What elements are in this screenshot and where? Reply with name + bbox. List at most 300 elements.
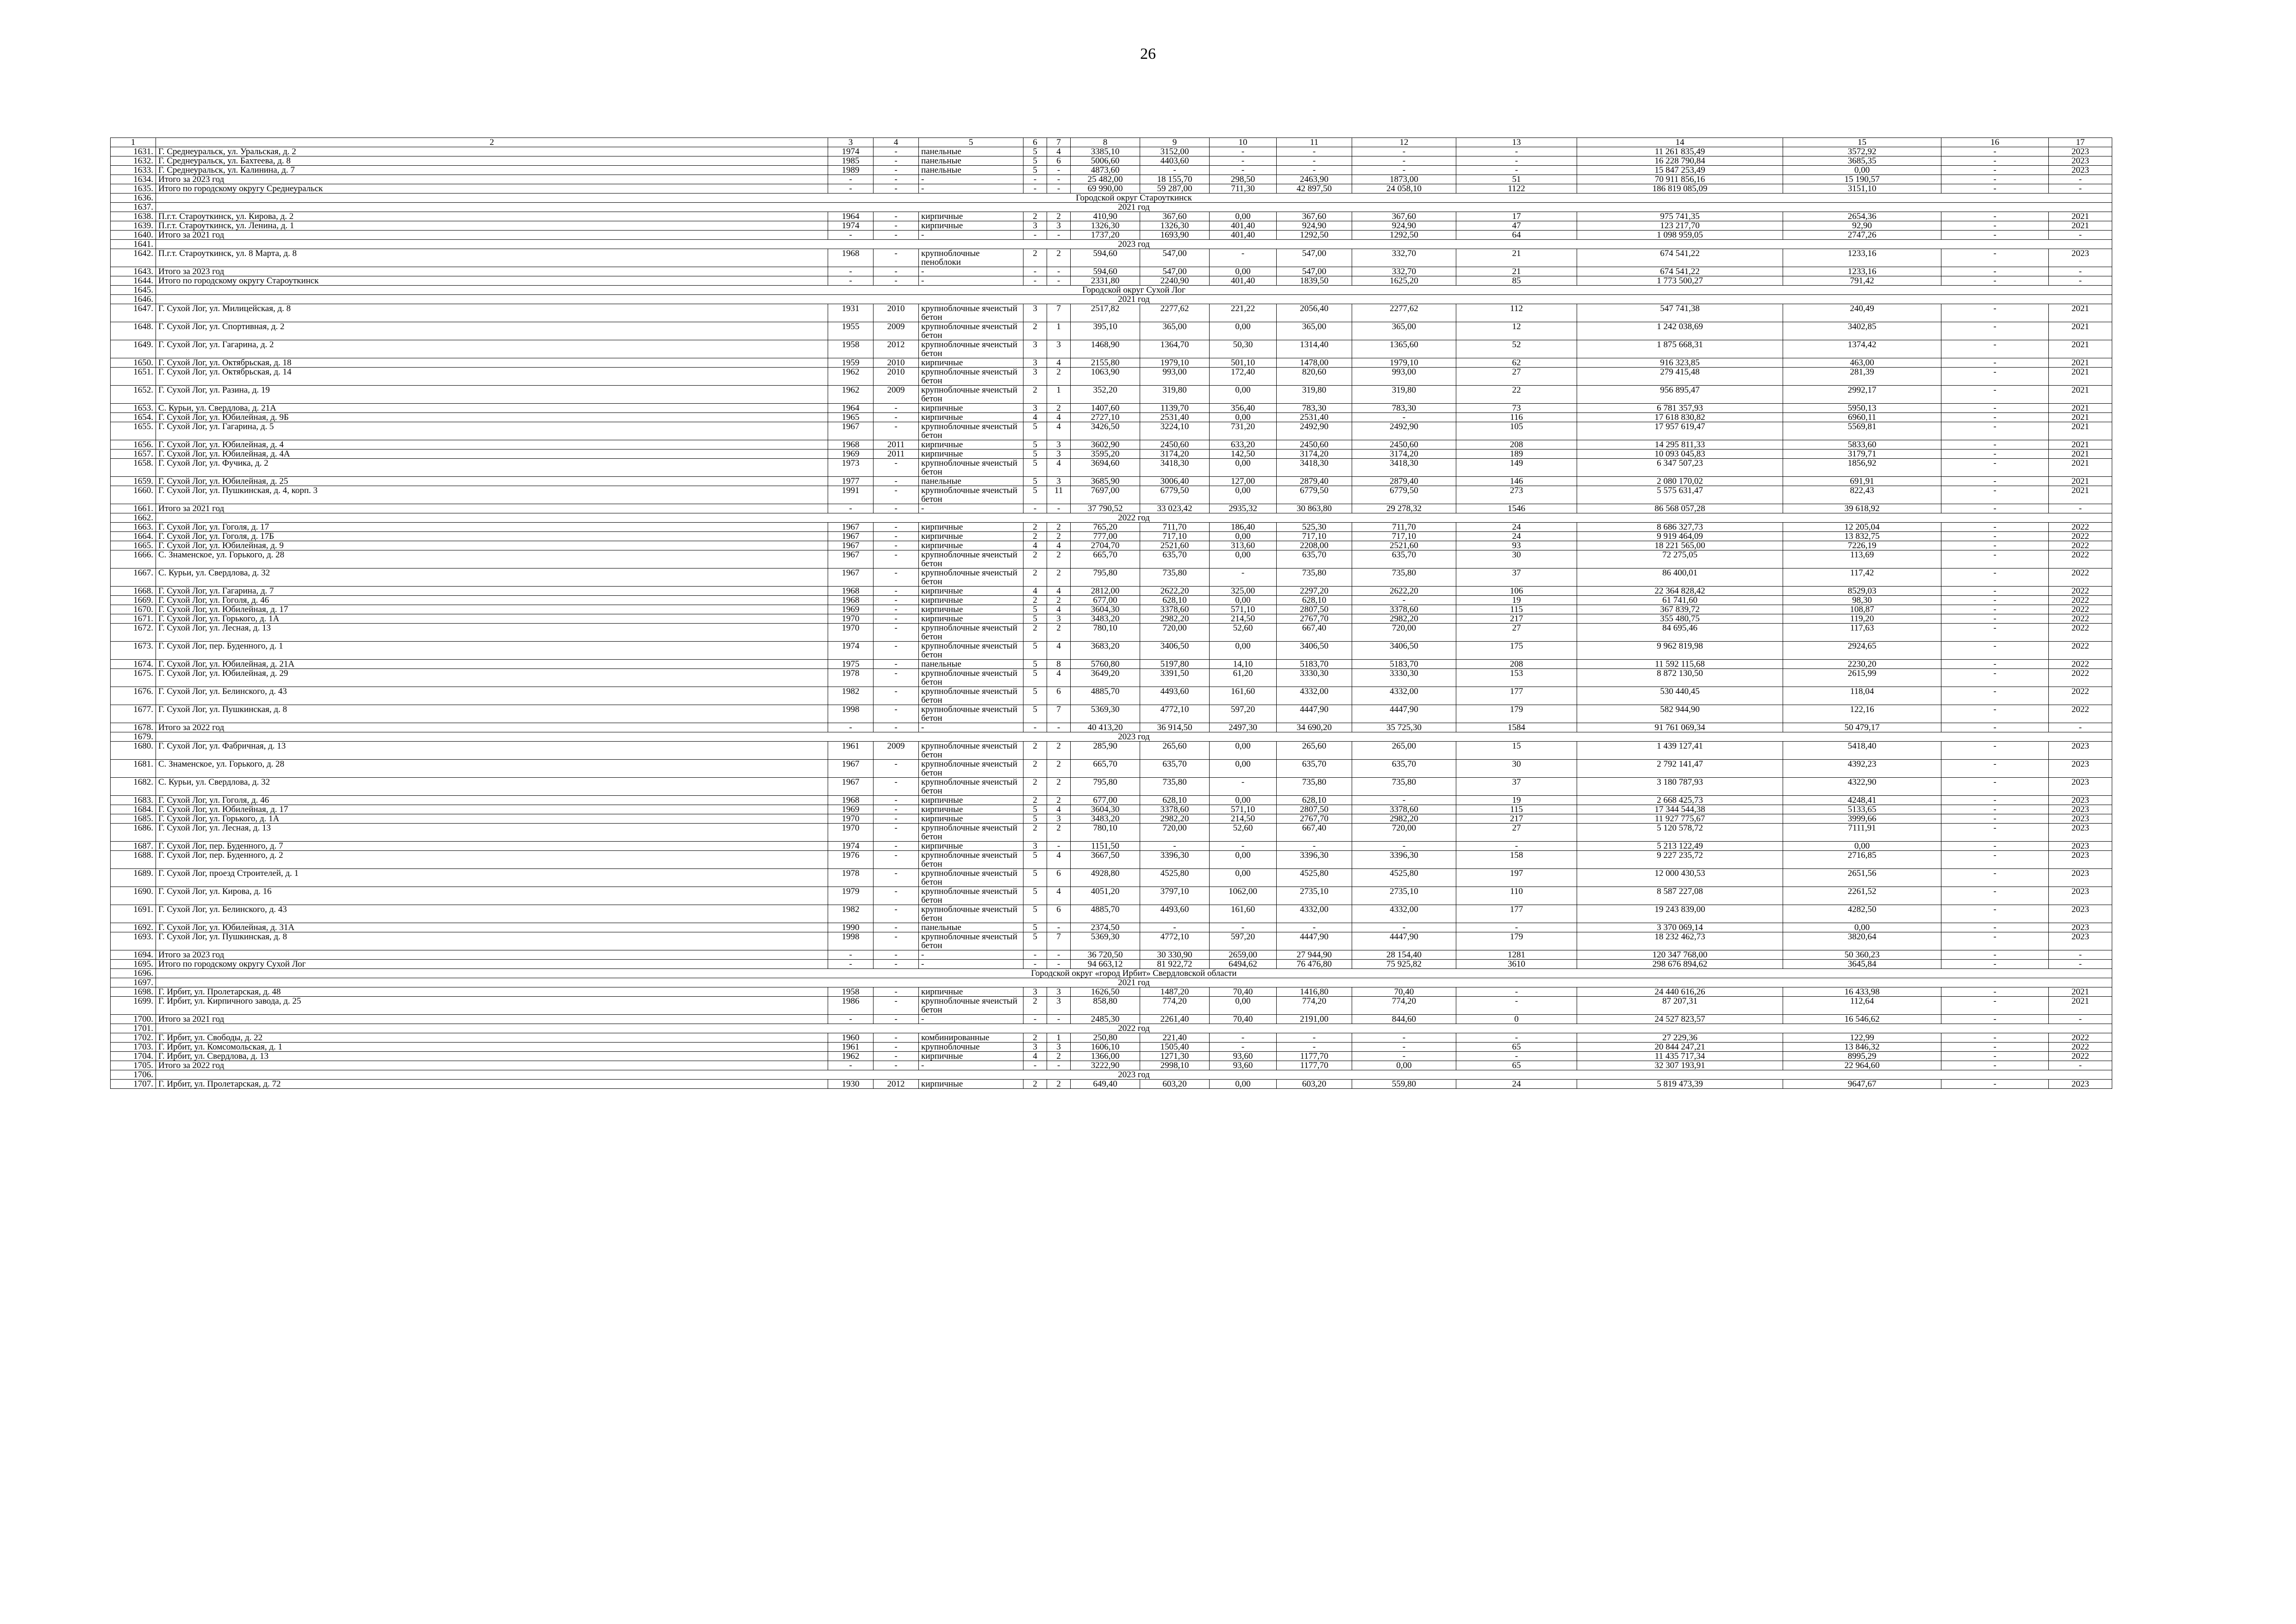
table-cell: 7226,19 (1783, 541, 1941, 550)
address-cell: Г. Сухой Лог, ул. Спортивная, д. 2 (156, 322, 828, 340)
table-cell: 24 (1456, 523, 1577, 532)
table-cell: - (1941, 760, 2049, 778)
table-cell: 6779,50 (1277, 486, 1352, 504)
table-cell: 13 832,75 (1783, 532, 1941, 541)
row-number-cell: 1645. (111, 286, 156, 295)
table-cell: - (1941, 887, 2049, 905)
table-cell: - (1352, 596, 1456, 605)
table-cell: 105 (1456, 422, 1577, 440)
table-cell: 2022 (2049, 624, 2112, 642)
table-cell: - (2049, 1015, 2112, 1024)
table-cell: 332,70 (1352, 249, 1456, 267)
table-cell: 1233,16 (1783, 249, 1941, 267)
row-number-cell: 1690. (111, 887, 156, 905)
table-cell: 2056,40 (1277, 304, 1352, 322)
table-cell: 3667,50 (1071, 851, 1140, 869)
address-cell: Г. Сухой Лог, пер. Буденного, д. 7 (156, 842, 828, 851)
table-cell: - (873, 851, 919, 869)
table-cell: 7 (1047, 705, 1071, 723)
table-cell: 1967 (828, 532, 873, 541)
table-cell: 2807,50 (1277, 605, 1352, 614)
table-cell: 24 440 616,26 (1577, 987, 1783, 997)
table-cell: 2021 (2049, 486, 2112, 504)
row-number-cell: 1702. (111, 1033, 156, 1043)
table-cell: 1606,10 (1071, 1043, 1140, 1052)
table-cell: 16 546,62 (1783, 1015, 1941, 1024)
table-cell: 4 (1047, 887, 1071, 905)
row-number-cell: 1632. (111, 156, 156, 166)
table-cell: 5 (1023, 669, 1047, 687)
table-row (111, 523, 2112, 532)
table-cell: 161,60 (1210, 687, 1277, 705)
column-number-cell: 5 (919, 138, 1023, 147)
table-cell: 501,10 (1210, 358, 1277, 368)
table-cell: 3694,60 (1071, 459, 1140, 477)
address-cell: Итого за 2022 год (156, 723, 828, 732)
table-cell: 795,80 (1071, 778, 1140, 796)
table-cell: крупноблочные ячеистый бетон (919, 687, 1023, 705)
table-cell: 635,70 (1140, 760, 1210, 778)
table-cell: 4332,00 (1352, 687, 1456, 705)
table-cell: - (1352, 796, 1456, 805)
table-cell: - (1210, 842, 1277, 851)
table-cell: 4525,80 (1277, 869, 1352, 887)
row-number-cell: 1650. (111, 358, 156, 368)
table-cell: 11 927 775,67 (1577, 814, 1783, 824)
table-cell: - (873, 932, 919, 950)
address-cell: Г. Сухой Лог, ул. Фучика, д. 2 (156, 459, 828, 477)
table-cell: - (873, 760, 919, 778)
table-cell: 2022 (2049, 532, 2112, 541)
table-row (111, 587, 2112, 596)
table-cell: крупноблочные ячеистый бетон (919, 869, 1023, 887)
table-row (111, 486, 2112, 504)
table-cell: 15 190,57 (1783, 175, 1941, 184)
table-cell: - (1277, 166, 1352, 175)
table-cell: 628,10 (1140, 796, 1210, 805)
table-cell: - (1941, 156, 2049, 166)
address-cell: Г. Ирбит, ул. Свердлова, д. 13 (156, 1052, 828, 1061)
table-cell: 0,00 (1210, 267, 1277, 276)
table-cell: 2704,70 (1071, 541, 1140, 550)
table-cell: кирпичные (919, 532, 1023, 541)
table-cell: - (1941, 541, 2049, 550)
table-cell: крупноблочные ячеистый бетон (919, 550, 1023, 568)
table-cell: 791,42 (1783, 276, 1941, 286)
table-cell: - (873, 614, 919, 624)
table-cell: - (1941, 950, 2049, 960)
table-cell: 559,80 (1352, 1080, 1456, 1089)
table-cell: - (1210, 1033, 1277, 1043)
table-cell: 27 229,36 (1577, 1033, 1783, 1043)
table-cell: 115 (1456, 605, 1577, 614)
table-cell: 2767,70 (1277, 814, 1352, 824)
column-number-cell: 6 (1023, 138, 1047, 147)
table-cell: 665,70 (1071, 760, 1140, 778)
row-number-cell: 1689. (111, 869, 156, 887)
table-cell: - (873, 249, 919, 267)
table-cell: 177 (1456, 687, 1577, 705)
address-cell: Г. Сухой Лог, пер. Буденного, д. 2 (156, 851, 828, 869)
table-cell: крупноблочные ячеистый бетон (919, 386, 1023, 404)
table-cell: 916 323,85 (1577, 358, 1783, 368)
address-cell: Итого за 2023 год (156, 175, 828, 184)
table-cell: 1964 (828, 212, 873, 221)
table-cell: 365,00 (1352, 322, 1456, 340)
table-cell: 116 (1456, 413, 1577, 422)
table-cell: 0,00 (1210, 1080, 1277, 1089)
table-cell: 186 819 085,09 (1577, 184, 1783, 194)
table-cell: 2 (1047, 523, 1071, 532)
table-cell: 2 (1047, 796, 1071, 805)
table-cell: 1233,16 (1783, 267, 1941, 276)
table-cell: 61,20 (1210, 669, 1277, 687)
table-cell: 2807,50 (1277, 805, 1352, 814)
column-number-cell: 2 (156, 138, 828, 147)
table-cell: 19 (1456, 596, 1577, 605)
table-row (111, 997, 2112, 1015)
row-number-cell: 1641. (111, 240, 156, 249)
table-cell: 5 (1023, 614, 1047, 624)
table-cell: 571,10 (1210, 805, 1277, 814)
table-cell: - (1941, 778, 2049, 796)
table-cell: 355 480,75 (1577, 614, 1783, 624)
table-cell: - (1941, 987, 2049, 997)
table-cell: 298 676 894,62 (1577, 960, 1783, 969)
table-cell: 2 (1047, 596, 1071, 605)
table-cell: 319,80 (1352, 386, 1456, 404)
table-cell: 2 (1023, 760, 1047, 778)
table-cell: 2 (1023, 624, 1047, 642)
table-cell: 401,40 (1210, 221, 1277, 231)
row-number-cell: 1633. (111, 166, 156, 175)
row-number-cell: 1699. (111, 997, 156, 1015)
address-cell: С. Курьи, ул. Свердлова, д. 21А (156, 404, 828, 413)
table-cell: 2021 (2049, 422, 2112, 440)
table-row (111, 669, 2112, 687)
table-cell: - (1047, 267, 1071, 276)
table-cell: 36 720,50 (1071, 950, 1140, 960)
column-number-cell: 11 (1277, 138, 1352, 147)
row-number-cell: 1638. (111, 212, 156, 221)
table-row (111, 642, 2112, 660)
table-cell: кирпичные (919, 358, 1023, 368)
table-cell: 0,00 (1210, 486, 1277, 504)
row-number-cell: 1697. (111, 978, 156, 987)
table-cell: 6 781 357,93 (1577, 404, 1783, 413)
table-cell: 281,39 (1783, 368, 1941, 386)
table-row (111, 532, 2112, 541)
table-cell: - (873, 723, 919, 732)
address-cell: Г. Среднеуральск, ул. Уральская, д. 2 (156, 147, 828, 156)
table-row (111, 869, 2112, 887)
table-cell: 5 (1023, 805, 1047, 814)
table-cell: 5 (1023, 869, 1047, 887)
table-cell: 2 (1047, 760, 1071, 778)
column-number-cell: 8 (1071, 138, 1140, 147)
table-cell: 4525,80 (1140, 869, 1210, 887)
table-cell: 325,00 (1210, 587, 1277, 596)
table-cell: 711,70 (1140, 523, 1210, 532)
table-cell: 7 (1047, 932, 1071, 950)
table-cell: 547,00 (1140, 267, 1210, 276)
table-cell: 0,00 (1210, 742, 1277, 760)
table-cell: 3396,30 (1277, 851, 1352, 869)
table-cell: 633,20 (1210, 440, 1277, 450)
table-cell: 3685,90 (1071, 477, 1140, 486)
table-cell: 1873,00 (1352, 175, 1456, 184)
table-cell: 1931 (828, 304, 873, 322)
table-cell: 2022 (2049, 523, 2112, 532)
table-cell: 5 819 473,39 (1577, 1080, 1783, 1089)
address-cell: С. Знаменское, ул. Горького, д. 28 (156, 760, 828, 778)
table-cell: 2374,50 (1071, 923, 1140, 932)
table-cell: крупноблочные ячеистый бетон (919, 905, 1023, 923)
table-cell: - (1140, 166, 1210, 175)
table-cell: 22 964,60 (1783, 1061, 1941, 1070)
section-title-cell: 2021 год (156, 203, 2112, 212)
table-cell: - (828, 276, 873, 286)
address-cell: Г. Среднеуральск, ул. Бахтеева, д. 8 (156, 156, 828, 166)
address-cell: Г. Сухой Лог, ул. Октябрьская, д. 14 (156, 368, 828, 386)
table-cell: 73 (1456, 404, 1577, 413)
table-cell: 2 (1023, 997, 1047, 1015)
table-cell: 4 (1047, 358, 1071, 368)
table-cell: 3683,20 (1071, 642, 1140, 660)
address-cell: Г. Сухой Лог, ул. Октябрьская, д. 18 (156, 358, 828, 368)
row-number-cell: 1674. (111, 660, 156, 669)
table-cell: - (1941, 568, 2049, 587)
table-cell: 1416,80 (1277, 987, 1352, 997)
table-cell: 17 (1456, 212, 1577, 221)
table-row (111, 887, 2112, 905)
table-cell: - (1352, 1043, 1456, 1052)
table-cell: 70,40 (1210, 987, 1277, 997)
table-cell: 98,30 (1783, 596, 1941, 605)
table-cell: 175 (1456, 642, 1577, 660)
table-cell: - (1277, 1033, 1352, 1043)
table-cell: - (1277, 842, 1352, 851)
table-cell: - (1941, 932, 2049, 950)
table-row (111, 742, 2112, 760)
table-cell: 1961 (828, 742, 873, 760)
address-cell: Итого по городскому округу Староуткинск (156, 276, 828, 286)
column-number-cell: 10 (1210, 138, 1277, 147)
section-row (111, 240, 2112, 249)
table-cell: кирпичные (919, 842, 1023, 851)
housing-table-wrapper (110, 137, 2112, 1089)
address-cell: Г. Среднеуральск, ул. Калинина, д. 7 (156, 166, 828, 175)
table-cell: - (1941, 184, 2049, 194)
row-number-cell: 1678. (111, 723, 156, 732)
table-cell: 250,80 (1071, 1033, 1140, 1043)
table-cell: 3645,84 (1783, 960, 1941, 969)
table-cell: - (1456, 147, 1577, 156)
table-row (111, 723, 2112, 732)
address-cell: Г. Сухой Лог, ул. Юбилейная, д. 9Б (156, 413, 828, 422)
table-cell: 1478,00 (1277, 358, 1352, 368)
table-cell: 547 741,38 (1577, 304, 1783, 322)
table-cell: 0,00 (1783, 166, 1941, 175)
table-cell: 33 023,42 (1140, 504, 1210, 513)
table-row (111, 842, 2112, 851)
table-cell: 3426,50 (1071, 422, 1140, 440)
table-cell: - (1941, 814, 2049, 824)
table-cell: - (1352, 923, 1456, 932)
table-cell: 4885,70 (1071, 905, 1140, 923)
table-cell: панельные (919, 923, 1023, 932)
table-cell: 2 (1023, 778, 1047, 796)
table-row (111, 386, 2112, 404)
table-cell: 172,40 (1210, 368, 1277, 386)
row-number-cell: 1639. (111, 221, 156, 231)
table-cell: 37 790,52 (1071, 504, 1140, 513)
table-cell: 735,80 (1140, 778, 1210, 796)
table-cell: 110 (1456, 887, 1577, 905)
table-cell: 117,63 (1783, 624, 1941, 642)
table-cell: 1 875 668,31 (1577, 340, 1783, 358)
table-cell: 217 (1456, 814, 1577, 824)
table-cell: 1468,90 (1071, 340, 1140, 358)
address-cell: П.г.т. Староуткинск, ул. Ленина, д. 1 (156, 221, 828, 231)
table-cell: - (828, 231, 873, 240)
table-cell: 32 307 193,91 (1577, 1061, 1783, 1070)
table-cell: 113,69 (1783, 550, 1941, 568)
table-cell: - (2049, 184, 2112, 194)
table-cell: - (1941, 221, 2049, 231)
table-cell: 3 (1023, 368, 1047, 386)
table-cell: - (1941, 450, 2049, 459)
table-cell: кирпичные (919, 221, 1023, 231)
table-cell: - (1456, 842, 1577, 851)
table-cell: 2 (1023, 568, 1047, 587)
table-cell: - (1277, 156, 1352, 166)
table-cell: 122,16 (1783, 705, 1941, 723)
address-cell: Г. Сухой Лог, ул. Гоголя, д. 46 (156, 596, 828, 605)
table-cell: 76 476,80 (1277, 960, 1352, 969)
row-number-cell: 1637. (111, 203, 156, 212)
table-cell: - (919, 267, 1023, 276)
table-cell: 1326,30 (1140, 221, 1210, 231)
table-cell: 5 (1023, 166, 1047, 175)
table-cell: 993,00 (1140, 368, 1210, 386)
row-number-cell: 1677. (111, 705, 156, 723)
table-cell: 401,40 (1210, 276, 1277, 286)
table-cell: 3 180 787,93 (1577, 778, 1783, 796)
table-row (111, 249, 2112, 267)
table-cell: панельные (919, 156, 1023, 166)
table-cell: 2615,99 (1783, 669, 1941, 687)
table-cell: - (1941, 842, 2049, 851)
table-cell: 735,80 (1277, 778, 1352, 796)
table-cell: - (873, 887, 919, 905)
table-row (111, 404, 2112, 413)
table-cell: 3174,20 (1277, 450, 1352, 459)
table-cell: 5 (1023, 905, 1047, 923)
table-cell: - (1023, 1061, 1047, 1070)
table-cell: 2 (1047, 249, 1071, 267)
row-number-cell: 1695. (111, 960, 156, 969)
table-cell: - (1352, 147, 1456, 156)
table-cell: 39 618,92 (1783, 504, 1941, 513)
table-cell: 70,40 (1210, 1015, 1277, 1024)
table-cell: - (1210, 1043, 1277, 1052)
table-cell: кирпичные (919, 805, 1023, 814)
table-cell: 1625,20 (1352, 276, 1456, 286)
table-cell: 365,00 (1140, 322, 1210, 340)
row-number-cell: 1698. (111, 987, 156, 997)
table-cell: 9 227 235,72 (1577, 851, 1783, 869)
table-cell: - (828, 723, 873, 732)
table-cell: 1982 (828, 905, 873, 923)
table-cell: - (919, 175, 1023, 184)
table-cell: - (1941, 1043, 2049, 1052)
table-cell: 2521,60 (1352, 541, 1456, 550)
table-cell: 1969 (828, 605, 873, 614)
row-number-cell: 1665. (111, 541, 156, 550)
table-cell: 2622,20 (1140, 587, 1210, 596)
table-cell: 2022 (2049, 705, 2112, 723)
table-cell: - (1277, 923, 1352, 932)
table-cell: - (2049, 504, 2112, 513)
table-cell: - (1277, 1043, 1352, 1052)
table-cell: - (1140, 842, 1210, 851)
table-cell: 2023 (2049, 1080, 2112, 1089)
table-cell: - (1941, 705, 2049, 723)
column-number-cell: 17 (2049, 138, 2112, 147)
table-cell: 2492,90 (1352, 422, 1456, 440)
table-cell: 91 761 069,34 (1577, 723, 1783, 732)
address-cell: Г. Сухой Лог, ул. Юбилейная, д. 31А (156, 923, 828, 932)
table-cell: 1975 (828, 660, 873, 669)
table-cell: 2023 (2049, 887, 2112, 905)
column-number-cell: 4 (873, 138, 919, 147)
table-cell: 2 (1047, 404, 1071, 413)
table-cell: 30 330,90 (1140, 950, 1210, 960)
table-cell: - (873, 504, 919, 513)
table-cell: 2 668 425,73 (1577, 796, 1783, 805)
table-cell: 5418,40 (1783, 742, 1941, 760)
table-cell: 3418,30 (1352, 459, 1456, 477)
table-cell: 1962 (828, 368, 873, 386)
table-cell: 8995,29 (1783, 1052, 1941, 1061)
table-cell: - (873, 987, 919, 997)
row-number-cell: 1707. (111, 1080, 156, 1089)
table-cell: 1292,50 (1277, 231, 1352, 240)
table-cell: 3595,20 (1071, 450, 1140, 459)
table-cell: 16 228 790,84 (1577, 156, 1783, 166)
table-cell: 6 (1047, 156, 1071, 166)
column-number-cell: 15 (1783, 138, 1941, 147)
table-cell: 3604,30 (1071, 805, 1140, 814)
address-cell: Г. Ирбит, ул. Кирпичного завода, д. 25 (156, 997, 828, 1015)
address-cell: Г. Сухой Лог, ул. Пушкинская, д. 8 (156, 932, 828, 950)
table-cell: 27 (1456, 824, 1577, 842)
table-row (111, 175, 2112, 184)
table-cell: 367,60 (1277, 212, 1352, 221)
table-cell: 27 (1456, 624, 1577, 642)
section-row (111, 732, 2112, 742)
table-cell: - (1941, 276, 2049, 286)
table-cell: 780,10 (1071, 624, 1140, 642)
table-cell: 5569,81 (1783, 422, 1941, 440)
table-cell: - (2049, 950, 2112, 960)
table-cell: - (873, 541, 919, 550)
table-cell: 4772,10 (1140, 705, 1210, 723)
table-cell: 158 (1456, 851, 1577, 869)
row-number-cell: 1682. (111, 778, 156, 796)
table-row (111, 340, 2112, 358)
